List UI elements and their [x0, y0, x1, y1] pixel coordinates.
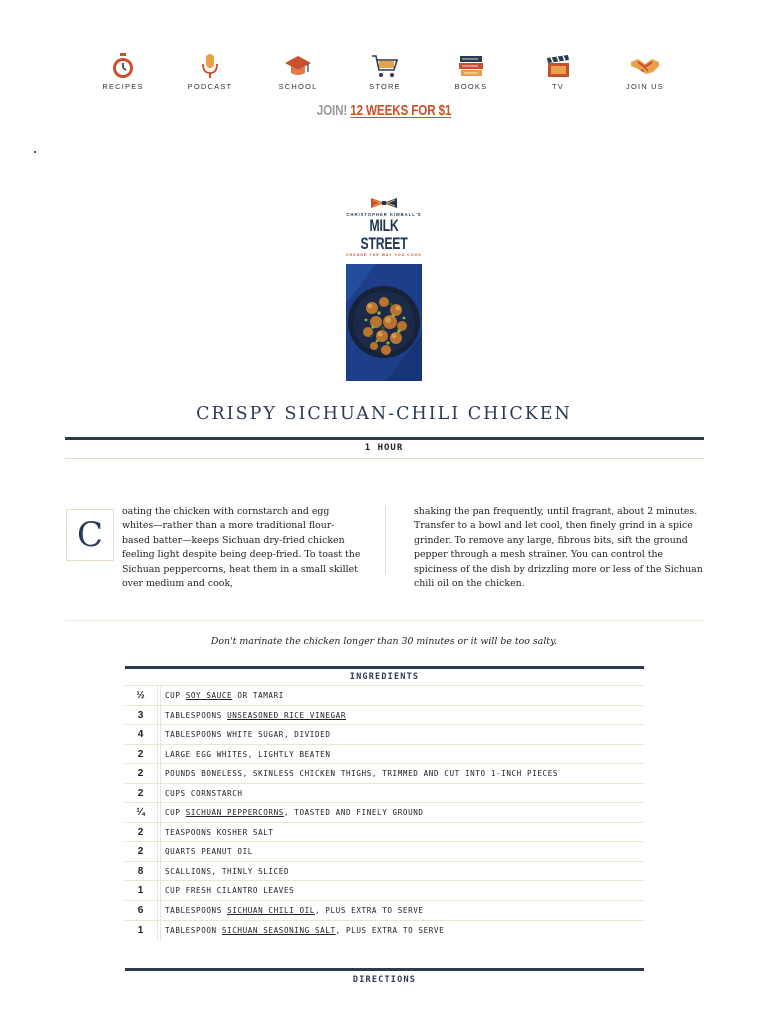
books-stack-icon: [456, 52, 486, 80]
ingredient-link[interactable]: SICHUAN CHILI OIL: [227, 906, 315, 916]
ingredient-qty: 8: [137, 865, 144, 877]
row-bar: [157, 784, 161, 804]
recipe-photo: [346, 264, 422, 381]
clapperboard-icon: [543, 52, 573, 80]
microphone-icon: [195, 52, 225, 80]
ingredient-row: [125, 841, 644, 861]
column-divider: [385, 506, 386, 574]
row-bar: [157, 764, 161, 784]
row-bar: [157, 706, 161, 726]
ingredient-qty: 2: [137, 748, 144, 760]
intro-divider: [65, 620, 704, 621]
time-divider: [65, 458, 704, 459]
ingredient-row: [125, 880, 644, 900]
ingredient-text: QUARTS PEANUT OIL: [165, 847, 253, 857]
directions-top-rule: [125, 968, 644, 971]
ingredient-qty: 1: [137, 885, 144, 897]
ingredient-link[interactable]: SOY SAUCE: [185, 691, 233, 700]
ingredient-row: [125, 783, 644, 803]
ingredients-list: [125, 685, 644, 939]
promo-banner: [84, 102, 683, 119]
nav-books[interactable]: BOOKS: [436, 52, 506, 91]
promo-offer-link[interactable]: 12 WEEKS FOR $1: [350, 102, 452, 119]
ingredient-qty: 3: [137, 709, 144, 721]
ingredient-row: [125, 763, 644, 783]
nav-podcast[interactable]: PODCAST: [175, 52, 245, 91]
ingredient-row: [125, 802, 644, 822]
ingredient-row: [125, 861, 644, 881]
ingredient-link[interactable]: UNSEASONED RICE VINEGAR: [227, 710, 347, 720]
recipe-tip: Don't marinate the chicken longer than 30 minutes or it will be too salty.: [210, 636, 558, 647]
promo-join-text: JOIN!: [316, 102, 348, 119]
row-bar: [157, 823, 161, 843]
ingredient-row: [125, 744, 644, 764]
ingredient-text: SCALLIONS, THINLY SLICED: [165, 866, 290, 876]
recipe-time: 1 HOUR: [364, 443, 404, 453]
ingredient-qty: ½: [136, 690, 145, 701]
ingredient-qty: 4: [137, 729, 144, 741]
ingredient-text: CUPS CORNSTARCH: [165, 788, 243, 798]
row-bar: [157, 725, 161, 745]
intro-column-2: shaking the pan frequently, until fragrant, about 2 minutes. Transfer to a bowl and let cool, then finely grind in a spice grinder. To remove any large, fibrous bits, sift the ground pepper through a mesh strainer. You can control the spiciness of the dish by drizzling more or less of the Sichuan chili oil on the chicken.: [414, 506, 703, 590]
chicken-dish-image: [346, 264, 422, 381]
nav-school[interactable]: SCHOOL: [263, 52, 333, 91]
intro-column-1: oating the chicken with cornstarch and egg whites—rather than a more traditional flour-based batter—keeps Sichuan dry-fried chicken feeling light despite being deep-fried. To toast the Sichuan peppercorns, heat them in a small skillet over medium and cook,: [122, 506, 361, 590]
ingredient-qty: 2: [137, 787, 144, 799]
nav-join-us[interactable]: JOIN US: [610, 52, 680, 91]
ingredient-text: CUP SOY SAUCE OR TAMARI: [165, 691, 284, 700]
nav-store[interactable]: STORE: [350, 52, 420, 91]
ingredient-text: CUP FRESH CILANTRO LEAVES: [165, 886, 295, 896]
row-bar: [157, 921, 161, 941]
bowtie-icon: [369, 196, 399, 210]
ingredient-row: [125, 900, 644, 920]
stopwatch-icon: [108, 52, 138, 80]
graduation-cap-icon: [283, 52, 313, 80]
stray-dot: [34, 151, 36, 153]
ingredient-qty: 2: [137, 768, 144, 780]
shopping-cart-icon: [370, 52, 400, 80]
directions-heading: DIRECTIONS: [352, 975, 417, 985]
ingredients-top-rule: [125, 666, 644, 669]
row-bar: [157, 803, 161, 823]
row-bar: [157, 686, 161, 706]
ingredient-link[interactable]: SICHUAN SEASONING SALT: [221, 925, 336, 935]
row-bar: [157, 745, 161, 765]
ingredient-link[interactable]: SICHUAN PEPPERCORNS: [185, 808, 284, 818]
ingredient-row: [125, 724, 644, 744]
ingredient-row: [125, 705, 644, 725]
recipe-title: CRISPY SICHUAN-CHILI CHICKEN: [196, 404, 572, 424]
ingredient-text: TEASPOONS KOSHER SALT: [165, 827, 274, 837]
ingredient-row: [125, 685, 644, 705]
ingredient-row: [125, 920, 644, 940]
ingredient-text: POUNDS BONELESS, SKINLESS CHICKEN THIGHS, TRIMMED AND CUT INTO 1-INCH PIECES: [165, 769, 559, 779]
ingredient-text: TABLESPOONS UNSEASONED RICE VINEGAR: [165, 710, 347, 720]
ingredient-text: TABLESPOONS WHITE SUGAR, DIVIDED: [165, 730, 331, 740]
ingredient-qty: 2: [137, 846, 144, 858]
nav-recipes[interactable]: RECIPES: [88, 52, 158, 91]
row-bar: [157, 881, 161, 901]
row-bar: [157, 901, 161, 921]
milk-street-logo[interactable]: [340, 196, 428, 257]
handshake-icon: [630, 52, 660, 80]
ingredient-qty: 2: [137, 826, 144, 838]
nav-tv[interactable]: TV: [523, 52, 593, 91]
ingredient-row: [125, 822, 644, 842]
top-nav: [88, 52, 688, 100]
ingredient-text: TABLESPOONS SICHUAN CHILI OIL, PLUS EXTRA TO SERVE: [165, 906, 424, 916]
title-divider: [65, 437, 704, 440]
logo-name: MILK STREET: [360, 216, 408, 253]
ingredient-qty: ¼: [136, 807, 145, 819]
ingredient-text: TABLESPOON SICHUAN SEASONING SALT, PLUS EXTRA TO SERVE: [165, 925, 445, 935]
logo-prefix: CHRISTOPHER KIMBALL'S: [346, 212, 422, 217]
logo-tagline: CHANGE THE WAY YOU COOK: [345, 253, 423, 257]
ingredient-text: LARGE EGG WHITES, LIGHTLY BEATEN: [165, 749, 331, 759]
row-bar: [157, 842, 161, 862]
ingredient-qty: 1: [137, 924, 144, 936]
ingredients-heading: INGREDIENTS: [349, 672, 420, 682]
row-bar: [157, 862, 161, 882]
intro-dropcap: C: [66, 509, 114, 561]
ingredient-text: CUP SICHUAN PEPPERCORNS, TOASTED AND FINELY GROUND: [165, 808, 424, 818]
ingredient-qty: 6: [137, 905, 144, 917]
